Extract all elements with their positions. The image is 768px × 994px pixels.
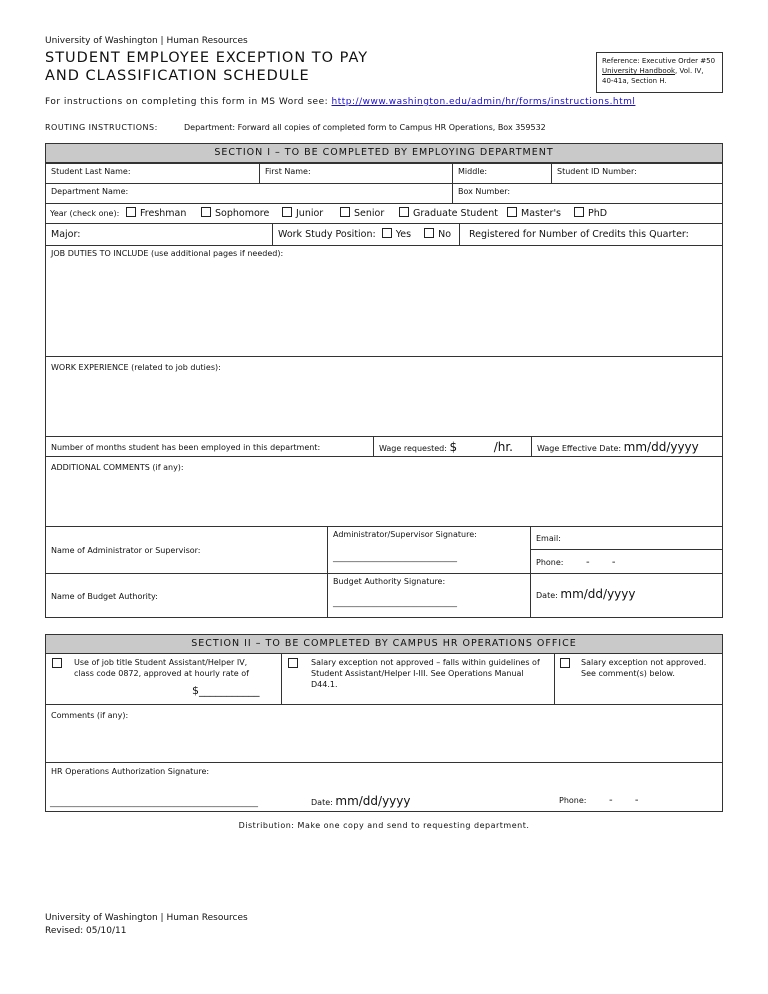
year-option-junior[interactable] — [282, 207, 323, 219]
year-option-freshman[interactable] — [126, 207, 186, 219]
checkbox-masters[interactable] — [507, 207, 517, 217]
credits-label: Registered for Number of Credits this Quarter: — [469, 229, 689, 240]
student-last-name-field[interactable] — [45, 163, 260, 184]
instructions-line — [45, 97, 635, 107]
hr-date-value: mm/dd/yyyy — [335, 794, 411, 808]
department-name-label: Department Name: — [51, 187, 129, 196]
footer-revised: Revised: 05/10/11 — [45, 926, 127, 936]
student-last-name-label: Student Last Name: — [51, 167, 131, 176]
box-number-field[interactable] — [452, 183, 723, 204]
work-experience-field[interactable] — [45, 356, 723, 437]
admin-name-label: Name of Administrator or Supervisor: — [51, 546, 201, 555]
middle-name-field[interactable] — [452, 163, 552, 184]
option2-line1: Salary exception not approved – falls within guidelines of — [311, 658, 540, 667]
admin-signature-field[interactable] — [327, 526, 531, 574]
wage-effective-label: Wage Effective Date: — [537, 444, 622, 453]
hr-phone-value: - - — [609, 795, 639, 806]
hr-phone-field[interactable] — [559, 795, 639, 806]
student-id-field[interactable] — [551, 163, 723, 184]
wage-dollar-sign: $ — [449, 440, 458, 454]
hourly-rate-field[interactable]: $___________ — [192, 684, 260, 697]
option1-line1: Use of job title Student Assistant/Helper IV, — [74, 658, 248, 667]
wage-per-hour: /hr. — [493, 440, 513, 454]
checkbox-work-study-no[interactable] — [424, 228, 434, 238]
admin-name-field[interactable] — [45, 526, 328, 574]
approval-option-3 — [554, 653, 723, 705]
instructions-text: For instructions on completing this form in MS Word see: — [45, 97, 332, 107]
email-field[interactable] — [530, 526, 723, 550]
email-label: Email: — [536, 534, 561, 543]
year-option-senior[interactable] — [340, 207, 384, 219]
box-number-label: Box Number: — [458, 187, 511, 196]
hr-authorization-label: HR Operations Authorization Signature: — [51, 767, 210, 776]
year-senior-label: Senior — [354, 208, 385, 219]
checkbox-junior[interactable] — [282, 207, 292, 217]
hr-comments-field[interactable] — [45, 704, 723, 763]
hr-comments-label: Comments (if any): — [51, 711, 129, 720]
budget-date-label: Date: — [536, 591, 558, 600]
reference-prefix: Reference: Executive Order #50 — [602, 57, 716, 65]
year-masters-label: Master's — [521, 208, 562, 219]
option3-line2: See comment(s) below. — [581, 669, 675, 678]
year-label: Year (check one): — [50, 209, 120, 218]
admin-signature-line: _______________________________ — [333, 553, 457, 562]
distribution-note: Distribution: Make one copy and send to requesting department. — [238, 821, 530, 830]
checkbox-freshman[interactable] — [126, 207, 136, 217]
year-option-sophomore[interactable] — [201, 207, 269, 219]
approval-option-2 — [281, 653, 555, 705]
major-field[interactable] — [45, 223, 273, 246]
admin-signature-label: Administrator/Supervisor Signature: — [333, 530, 477, 539]
admin-phone-label: Phone: — [536, 558, 564, 567]
job-duties-field[interactable] — [45, 245, 723, 357]
admin-phone-field[interactable] — [530, 549, 723, 574]
first-name-label: First Name: — [265, 167, 311, 176]
checkbox-senior[interactable] — [340, 207, 350, 217]
budget-date-value: mm/dd/yyyy — [560, 587, 636, 601]
credits-field[interactable] — [459, 223, 723, 246]
year-freshman-label: Freshman — [140, 208, 187, 219]
wage-effective-value: mm/dd/yyyy — [623, 440, 699, 454]
work-study-row — [272, 223, 460, 246]
budget-signature-field[interactable] — [327, 573, 531, 618]
option2-line3: D44.1. — [311, 680, 338, 689]
hr-phone-label: Phone: — [559, 796, 587, 805]
year-sophomore-label: Sophomore — [215, 208, 270, 219]
wage-effective-date-field[interactable] — [531, 436, 723, 457]
routing-text: Department: Forward all copies of completed form to Campus HR Operations, Box 359532 — [184, 123, 546, 132]
additional-comments-label: ADDITIONAL COMMENTS (if any): — [51, 463, 184, 472]
months-employed-field[interactable] — [45, 436, 374, 457]
work-study-yes-label: Yes — [395, 229, 412, 240]
reference-suffix: , Vol. IV, 40-41a, Section H. — [602, 67, 704, 85]
approval-option-1 — [45, 653, 282, 705]
wage-requested-label: Wage requested: — [379, 444, 447, 453]
checkbox-phd[interactable] — [574, 207, 584, 217]
additional-comments-field[interactable] — [45, 456, 723, 527]
checkbox-sophomore[interactable] — [201, 207, 211, 217]
section1-header: SECTION I – TO BE COMPLETED BY EMPLOYING DEPARTMENT — [45, 143, 723, 163]
footer-org: University of Washington | Human Resources — [45, 913, 248, 923]
job-duties-label: JOB DUTIES TO INCLUDE (use additional pages if needed): — [51, 249, 284, 258]
option3-line1: Salary exception not approved. — [581, 658, 707, 667]
hr-authorization-signature-line[interactable]: ____________________________________________________ — [50, 798, 258, 807]
section2-header: SECTION II – TO BE COMPLETED BY CAMPUS HR OPERATIONS OFFICE — [45, 634, 723, 654]
option2-line2: Student Assistant/Helper I-III. See Operations Manual — [311, 669, 524, 678]
department-name-field[interactable] — [45, 183, 453, 204]
checkbox-not-approved[interactable] — [560, 658, 570, 668]
year-option-graduate[interactable] — [399, 207, 498, 219]
hr-date-field[interactable] — [311, 794, 410, 808]
budget-signature-line: _______________________________ — [333, 598, 457, 607]
checkbox-work-study-yes[interactable] — [382, 228, 392, 238]
checkbox-not-approved-guidelines[interactable] — [288, 658, 298, 668]
year-option-phd[interactable] — [574, 207, 607, 219]
admin-phone-value: - - — [586, 557, 616, 568]
first-name-field[interactable] — [259, 163, 453, 184]
org-name: University of Washington | Human Resources — [45, 36, 248, 46]
work-study-label: Work Study Position: — [278, 229, 376, 240]
hr-date-label: Date: — [311, 798, 333, 807]
year-junior-label: Junior — [296, 208, 324, 219]
university-handbook-link[interactable]: University Handbook — [602, 67, 676, 75]
budget-authority-name-field[interactable] — [45, 573, 328, 618]
wage-requested-field[interactable] — [373, 436, 532, 457]
year-option-masters[interactable] — [507, 207, 561, 219]
option1-line2: class code 0872, approved at hourly rate of — [74, 669, 249, 678]
reference-box — [596, 52, 723, 93]
budget-signature-label: Budget Authority Signature: — [333, 577, 446, 586]
major-label: Major: — [51, 229, 81, 240]
work-study-no-label: No — [438, 229, 452, 240]
budget-date-field[interactable] — [530, 573, 723, 618]
year-graduate-label: Graduate Student — [413, 208, 498, 219]
months-employed-label: Number of months student has been employed in this department: — [51, 443, 321, 452]
form-title-line2: AND CLASSIFICATION SCHEDULE — [45, 68, 310, 84]
checkbox-approved-rate[interactable] — [52, 658, 62, 668]
checkbox-graduate[interactable] — [399, 207, 409, 217]
year-phd-label: PhD — [588, 208, 608, 219]
budget-authority-name-label: Name of Budget Authority: — [51, 592, 158, 601]
routing-label: ROUTING INSTRUCTIONS: — [45, 123, 158, 132]
student-id-label: Student ID Number: — [557, 167, 637, 176]
middle-label: Middle: — [458, 167, 488, 176]
instructions-link[interactable]: http://www.washington.edu/admin/hr/forms/instructions.html — [331, 97, 636, 107]
form-title-line1: STUDENT EMPLOYEE EXCEPTION TO PAY — [45, 50, 369, 66]
work-experience-label: WORK EXPERIENCE (related to job duties): — [51, 363, 221, 372]
